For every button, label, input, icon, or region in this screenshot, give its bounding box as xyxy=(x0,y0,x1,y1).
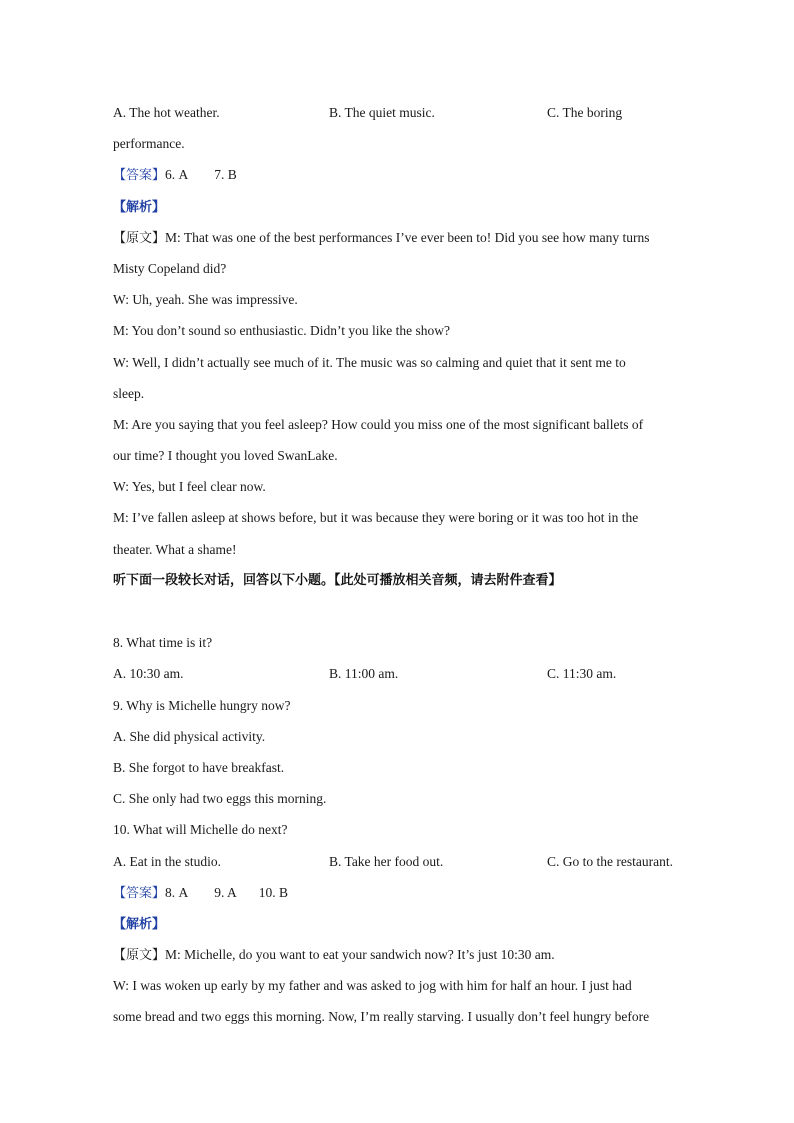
answer-6: 6. A xyxy=(165,167,189,183)
q10-option-c: C. Go to the restaurant. xyxy=(547,853,673,869)
q8-option-b: B. 11:00 am. xyxy=(329,666,399,682)
q8-option-a: A. 10:30 am. xyxy=(113,666,184,682)
transcript-line: our time? I thought you loved SwanLake. xyxy=(113,448,338,464)
transcript-line: theater. What a shame! xyxy=(113,541,237,557)
document-page xyxy=(113,97,683,1033)
transcript-line: M: I’ve fallen asleep at shows before, but it was because they were boring or it was too hot in the xyxy=(113,510,639,526)
transcript2-line-1 xyxy=(113,939,683,970)
q10-question: 10. What will Michelle do next? xyxy=(113,822,288,838)
transcript-line: sleep. xyxy=(113,385,145,401)
analysis-tag: 【解析】 xyxy=(113,199,166,215)
transcript-line: M: You don’t sound so enthusiastic. Didn’t you like the show? xyxy=(113,323,451,339)
answer-tag: 【答案】 xyxy=(113,885,166,901)
q10-options xyxy=(113,846,683,877)
spacer xyxy=(113,596,683,627)
transcript-line-1 xyxy=(113,222,683,253)
transcript-line: W: Uh, yeah. She was impressive. xyxy=(113,292,298,308)
q9-option-c: C. She only had two eggs this morning. xyxy=(113,791,327,807)
analysis-tag: 【解析】 xyxy=(113,916,166,932)
answer-9: 9. A xyxy=(214,884,237,900)
q8-question: 8. What time is it? xyxy=(113,635,213,651)
transcript-tag: 【原文】 xyxy=(113,948,166,964)
transcript-text: M: That was one of the best performances I’ve ever been to! Did you see how many turns xyxy=(165,229,650,245)
listening-instruction: 听下面一段较长对话，回答以下小题。【此处可播放相关音频，请去附件查看】 xyxy=(113,572,562,588)
q7-option-c-continued: performance. xyxy=(113,136,185,152)
answer-10: 10. B xyxy=(258,884,289,900)
transcript-line: M: Are you saying that you feel asleep? How could you miss one of the most significant ballets of xyxy=(113,416,644,432)
answer-8: 8. A xyxy=(165,884,189,900)
q7-option-b: B. The quiet music. xyxy=(329,105,435,120)
q8-option-c: C. 11:30 am. xyxy=(547,666,617,682)
answer-line-2 xyxy=(113,877,683,908)
q9-question: 9. Why is Michelle hungry now? xyxy=(113,697,291,713)
transcript-line: some bread and two eggs this morning. Now, I’m really starving. I usually don’t feel hungry before xyxy=(113,1009,650,1025)
q10-option-a: A. Eat in the studio. xyxy=(113,853,221,869)
q7-options xyxy=(113,97,683,128)
analysis-line-2 xyxy=(113,908,683,939)
q10-option-b: B. Take her food out. xyxy=(329,853,444,869)
transcript-text: M: Michelle, do you want to eat your sandwich now? It’s just 10:30 am. xyxy=(165,947,555,963)
answer-7: 7. B xyxy=(214,167,237,183)
q8-options xyxy=(113,658,683,689)
q9-option-a: A. She did physical activity. xyxy=(113,728,266,744)
transcript-line: Misty Copeland did? xyxy=(113,260,227,276)
q7-option-a: A. The hot weather. xyxy=(113,105,220,120)
q9-option-b: B. She forgot to have breakfast. xyxy=(113,759,285,775)
transcript-line: W: Well, I didn’t actually see much of it. The music was so calming and quiet that it sent me to xyxy=(113,354,626,370)
answer-line-1 xyxy=(113,159,683,190)
analysis-line-1 xyxy=(113,191,683,222)
transcript-line: W: I was woken up early by my father and was asked to jog with him for half an hour. I just had xyxy=(113,978,632,994)
q7-option-c: C. The boring xyxy=(547,105,623,120)
transcript-line: W: Yes, but I feel clear now. xyxy=(113,479,266,495)
transcript-tag: 【原文】 xyxy=(113,230,166,246)
answer-tag: 【答案】 xyxy=(113,168,166,184)
